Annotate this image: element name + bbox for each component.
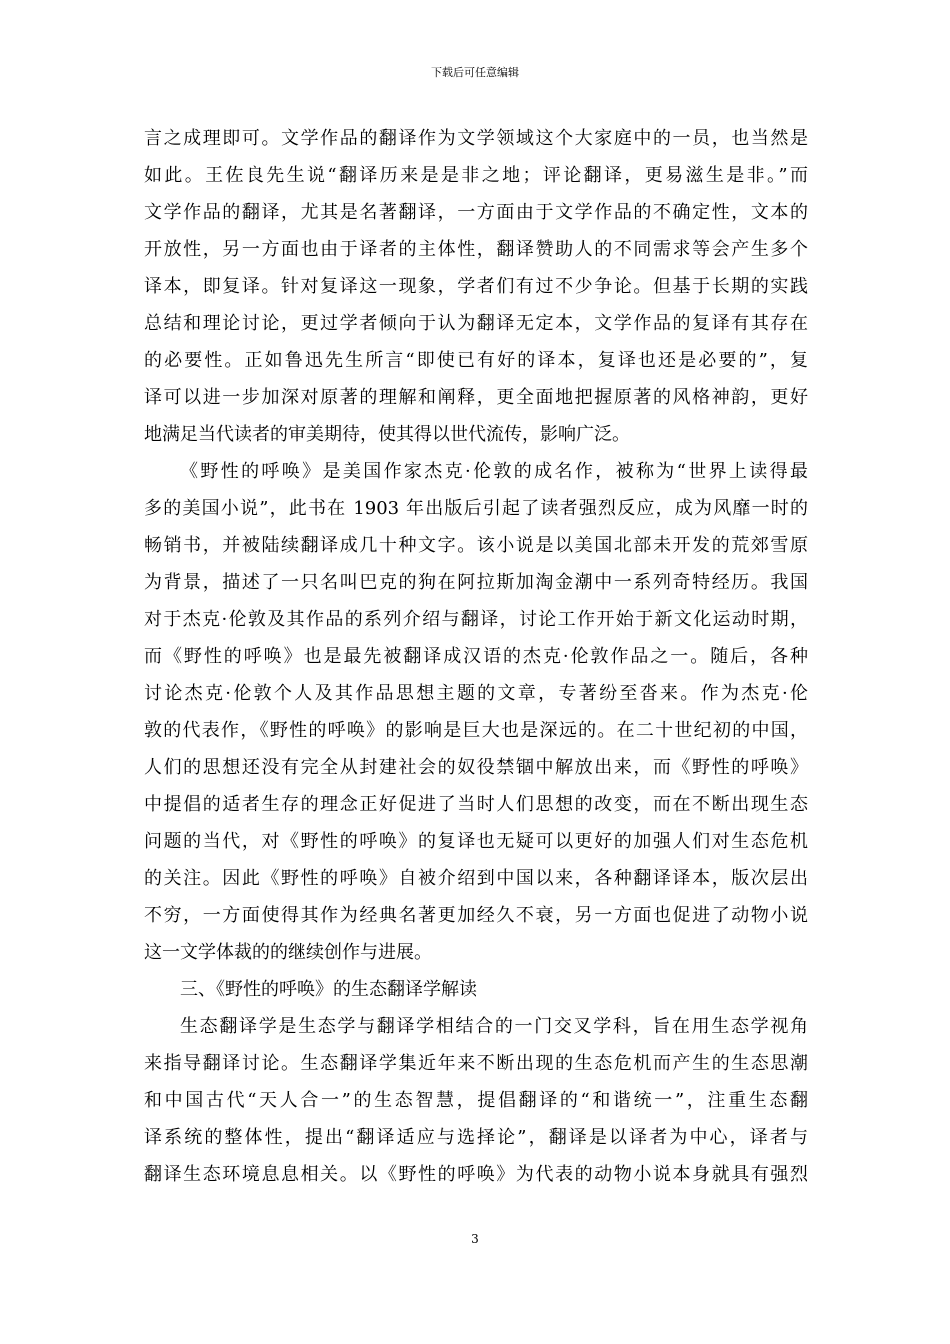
text-line: 不穷，一方面使得其作为经典名著更加经久不衰，另一方面也促进了动物小说 bbox=[144, 905, 808, 926]
text-line: 如此。王佐良先生说“翻译历来是是非之地；评论翻译，更易滋生是非。”而 bbox=[144, 165, 808, 186]
text-line: 对于杰克·伦敦及其作品的系列介绍与翻译，讨论工作开始于新文化运动时期， bbox=[144, 609, 808, 630]
text-line: 的关注。因此《野性的呼唤》自被介绍到中国以来，各种翻译译本，版次层出 bbox=[144, 868, 808, 889]
section-heading: 三、《野性的呼唤》的生态翻译学解读 bbox=[180, 979, 477, 1000]
paragraph-first-line: 《野性的呼唤》是美国作家杰克·伦敦的成名作，被称为“世界上读得最 bbox=[180, 461, 808, 482]
paragraph-first-line: 生态翻译学是生态学与翻译学相结合的一门交叉学科，旨在用生态学视角 bbox=[180, 1016, 808, 1037]
text-line: 来指导翻译讨论。生态翻译学集近年来不断出现的生态危机而产生的生态思潮 bbox=[144, 1053, 808, 1074]
text-line: 的必要性。正如鲁迅先生所言“即使已有好的译本，复译也还是必要的”，复 bbox=[144, 350, 808, 371]
text-line: 讨论杰克·伦敦个人及其作品思想主题的文章，专著纷至沓来。作为杰克·伦 bbox=[144, 683, 808, 704]
text-line: 译本，即复译。针对复译这一现象，学者们有过不少争论。但基于长期的实践 bbox=[144, 276, 808, 297]
text-line: 译可以进一步加深对原著的理解和阐释，更全面地把握原著的风格神韵，更好 bbox=[144, 387, 808, 408]
body-text bbox=[144, 120, 808, 1193]
text-line: 人们的思想还没有完全从封建社会的奴役禁锢中解放出来，而《野性的呼唤》 bbox=[144, 757, 808, 778]
page-header: 下载后可任意编辑 bbox=[431, 66, 519, 79]
page-number: 3 bbox=[471, 1232, 479, 1246]
text-line: 问题的当代，对《野性的呼唤》的复译也无疑可以更好的加强人们对生态危机 bbox=[144, 831, 808, 852]
text-line: 翻译生态环境息息相关。以《野性的呼唤》为代表的动物小说本身就具有强烈 bbox=[144, 1164, 808, 1185]
text-line: 和中国古代“天人合一”的生态智慧，提倡翻译的“和谐统一”，注重生态翻 bbox=[144, 1090, 808, 1111]
text-line: 敦的代表作，《野性的呼唤》的影响是巨大也是深远的。在二十世纪初的中国， bbox=[144, 720, 808, 741]
text-line: 为背景，描述了一只名叫巴克的狗在阿拉斯加淘金潮中一系列奇特经历。我国 bbox=[144, 572, 808, 593]
text-line: 地满足当代读者的审美期待，使其得以世代流传，影响广泛。 bbox=[144, 424, 630, 445]
text-line: 中提倡的适者生存的理念正好促进了当时人们思想的改变，而在不断出现生态 bbox=[144, 794, 808, 815]
text-line: 言之成理即可。文学作品的翻译作为文学领域这个大家庭中的一员，也当然是 bbox=[144, 128, 808, 149]
text-line: 译系统的整体性，提出“翻译适应与选择论”，翻译是以译者为中心，译者与 bbox=[144, 1127, 808, 1148]
text-line: 文学作品的翻译，尤其是名著翻译，一方面由于文学作品的不确定性，文本的 bbox=[144, 202, 808, 223]
text-line: 而《野性的呼唤》也是最先被翻译成汉语的杰克·伦敦作品之一。随后，各种 bbox=[144, 646, 808, 667]
text-line: 开放性，另一方面也由于译者的主体性，翻译赞助人的不同需求等会产生多个 bbox=[144, 239, 808, 260]
text-line: 多的美国小说”，此书在 1903 年出版后引起了读者强烈反应，成为风靡一时的 bbox=[144, 498, 808, 519]
text-line: 畅销书，并被陆续翻译成几十种文字。该小说是以美国北部未开发的荒郊雪原 bbox=[144, 535, 808, 556]
text-line: 总结和理论讨论，更过学者倾向于认为翻译无定本，文学作品的复译有其存在 bbox=[144, 313, 808, 334]
text-line: 这一文学体裁的的继续创作与进展。 bbox=[144, 942, 432, 963]
